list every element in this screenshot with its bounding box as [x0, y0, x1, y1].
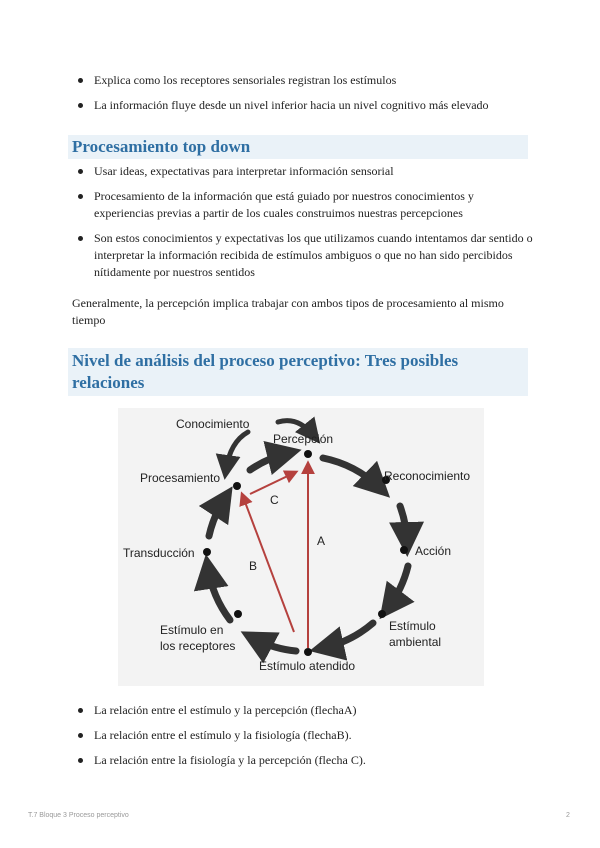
- summary-paragraph: Generalmente, la percepción implica trabajar con ambos tipos de procesamiento al mismo tiempo: [72, 296, 504, 327]
- top-down-list: [78, 163, 533, 289]
- relations-list: [78, 702, 533, 777]
- arc-percepcion-reconocimiento: [323, 458, 380, 488]
- intro-list: [78, 72, 533, 122]
- arc-procesamiento-percepcion: [250, 453, 288, 470]
- list-item: La información fluye desde un nivel inferior hacia un nivel cognitivo más elevado: [78, 97, 533, 114]
- label-transduccion: Transducción: [123, 546, 195, 560]
- node-estimulo-ambiental: [378, 610, 386, 618]
- list-item: Explica como los receptores sensoriales registran los estímulos: [78, 72, 533, 89]
- relation-arrows: [242, 463, 308, 648]
- label-procesamiento: Procesamiento: [140, 471, 221, 485]
- section-heading-top-down: Procesamiento top down: [68, 135, 528, 159]
- node-estimulo-receptores: [234, 610, 242, 618]
- node-estimulo-atendido: [304, 648, 312, 656]
- arc-reconocimiento-accion: [400, 506, 407, 543]
- label-arrow-a: A: [317, 534, 326, 548]
- label-estimulo-receptores-1: Estímulo en: [160, 623, 224, 637]
- label-estimulo-atendido: Estímulo atendido: [259, 659, 356, 673]
- list-item: Son estos conocimientos y expectativas los que utilizamos cuando intentamos dar sentido o interpretar la información recibida de estímulos ambiguos o que no han sido percibidos nítidamente por nuestros sentidos: [78, 230, 533, 281]
- label-percepcion: Percepción: [273, 432, 334, 446]
- perceptual-process-diagram: [118, 408, 484, 686]
- label-accion: Acción: [415, 544, 452, 558]
- arrow-c: [250, 472, 296, 494]
- section-heading-levels: Nivel de análisis del proceso perceptivo: Tres posibles relaciones: [68, 348, 528, 396]
- label-estimulo-ambiental-2: ambiental: [389, 635, 442, 649]
- arc-transduccion-procesamiento: [209, 498, 225, 536]
- arc-atendido-receptores: [253, 638, 296, 651]
- footer-title: T.7 Bloque 3 Proceso perceptivo: [28, 812, 129, 819]
- arc-ambiental-atendido: [323, 623, 373, 648]
- list-item: La relación entre el estímulo y la fisiología (flechaB).: [78, 727, 533, 744]
- arc-accion-ambiental: [388, 566, 408, 608]
- node-percepcion: [304, 450, 312, 458]
- label-reconocimiento: Reconocimiento: [384, 469, 471, 483]
- arc-receptores-transduccion: [208, 568, 230, 620]
- node-accion: [400, 546, 408, 554]
- list-item: Usar ideas, expectativas para interpretar información sensorial: [78, 163, 533, 180]
- arc-conocimiento-procesamiento: [226, 432, 248, 470]
- node-transduccion: [203, 548, 211, 556]
- list-item: La relación entre la fisiología y la percepción (flecha C).: [78, 752, 533, 769]
- page-number: 2: [566, 812, 570, 819]
- label-estimulo-receptores-2: los receptores: [160, 639, 236, 653]
- label-arrow-b: B: [249, 559, 258, 573]
- label-estimulo-ambiental-1: Estímulo: [389, 619, 436, 633]
- label-arrow-c: C: [270, 493, 279, 507]
- node-procesamiento: [233, 482, 241, 490]
- label-conocimiento: Conocimiento: [176, 417, 250, 431]
- list-item: Procesamiento de la información que está guiado por nuestros conocimientos y experiencias previas a partir de los cuales construimos nuestras percepciones: [78, 188, 533, 222]
- list-item: La relación entre el estímulo y la percepción (flechaA): [78, 702, 533, 719]
